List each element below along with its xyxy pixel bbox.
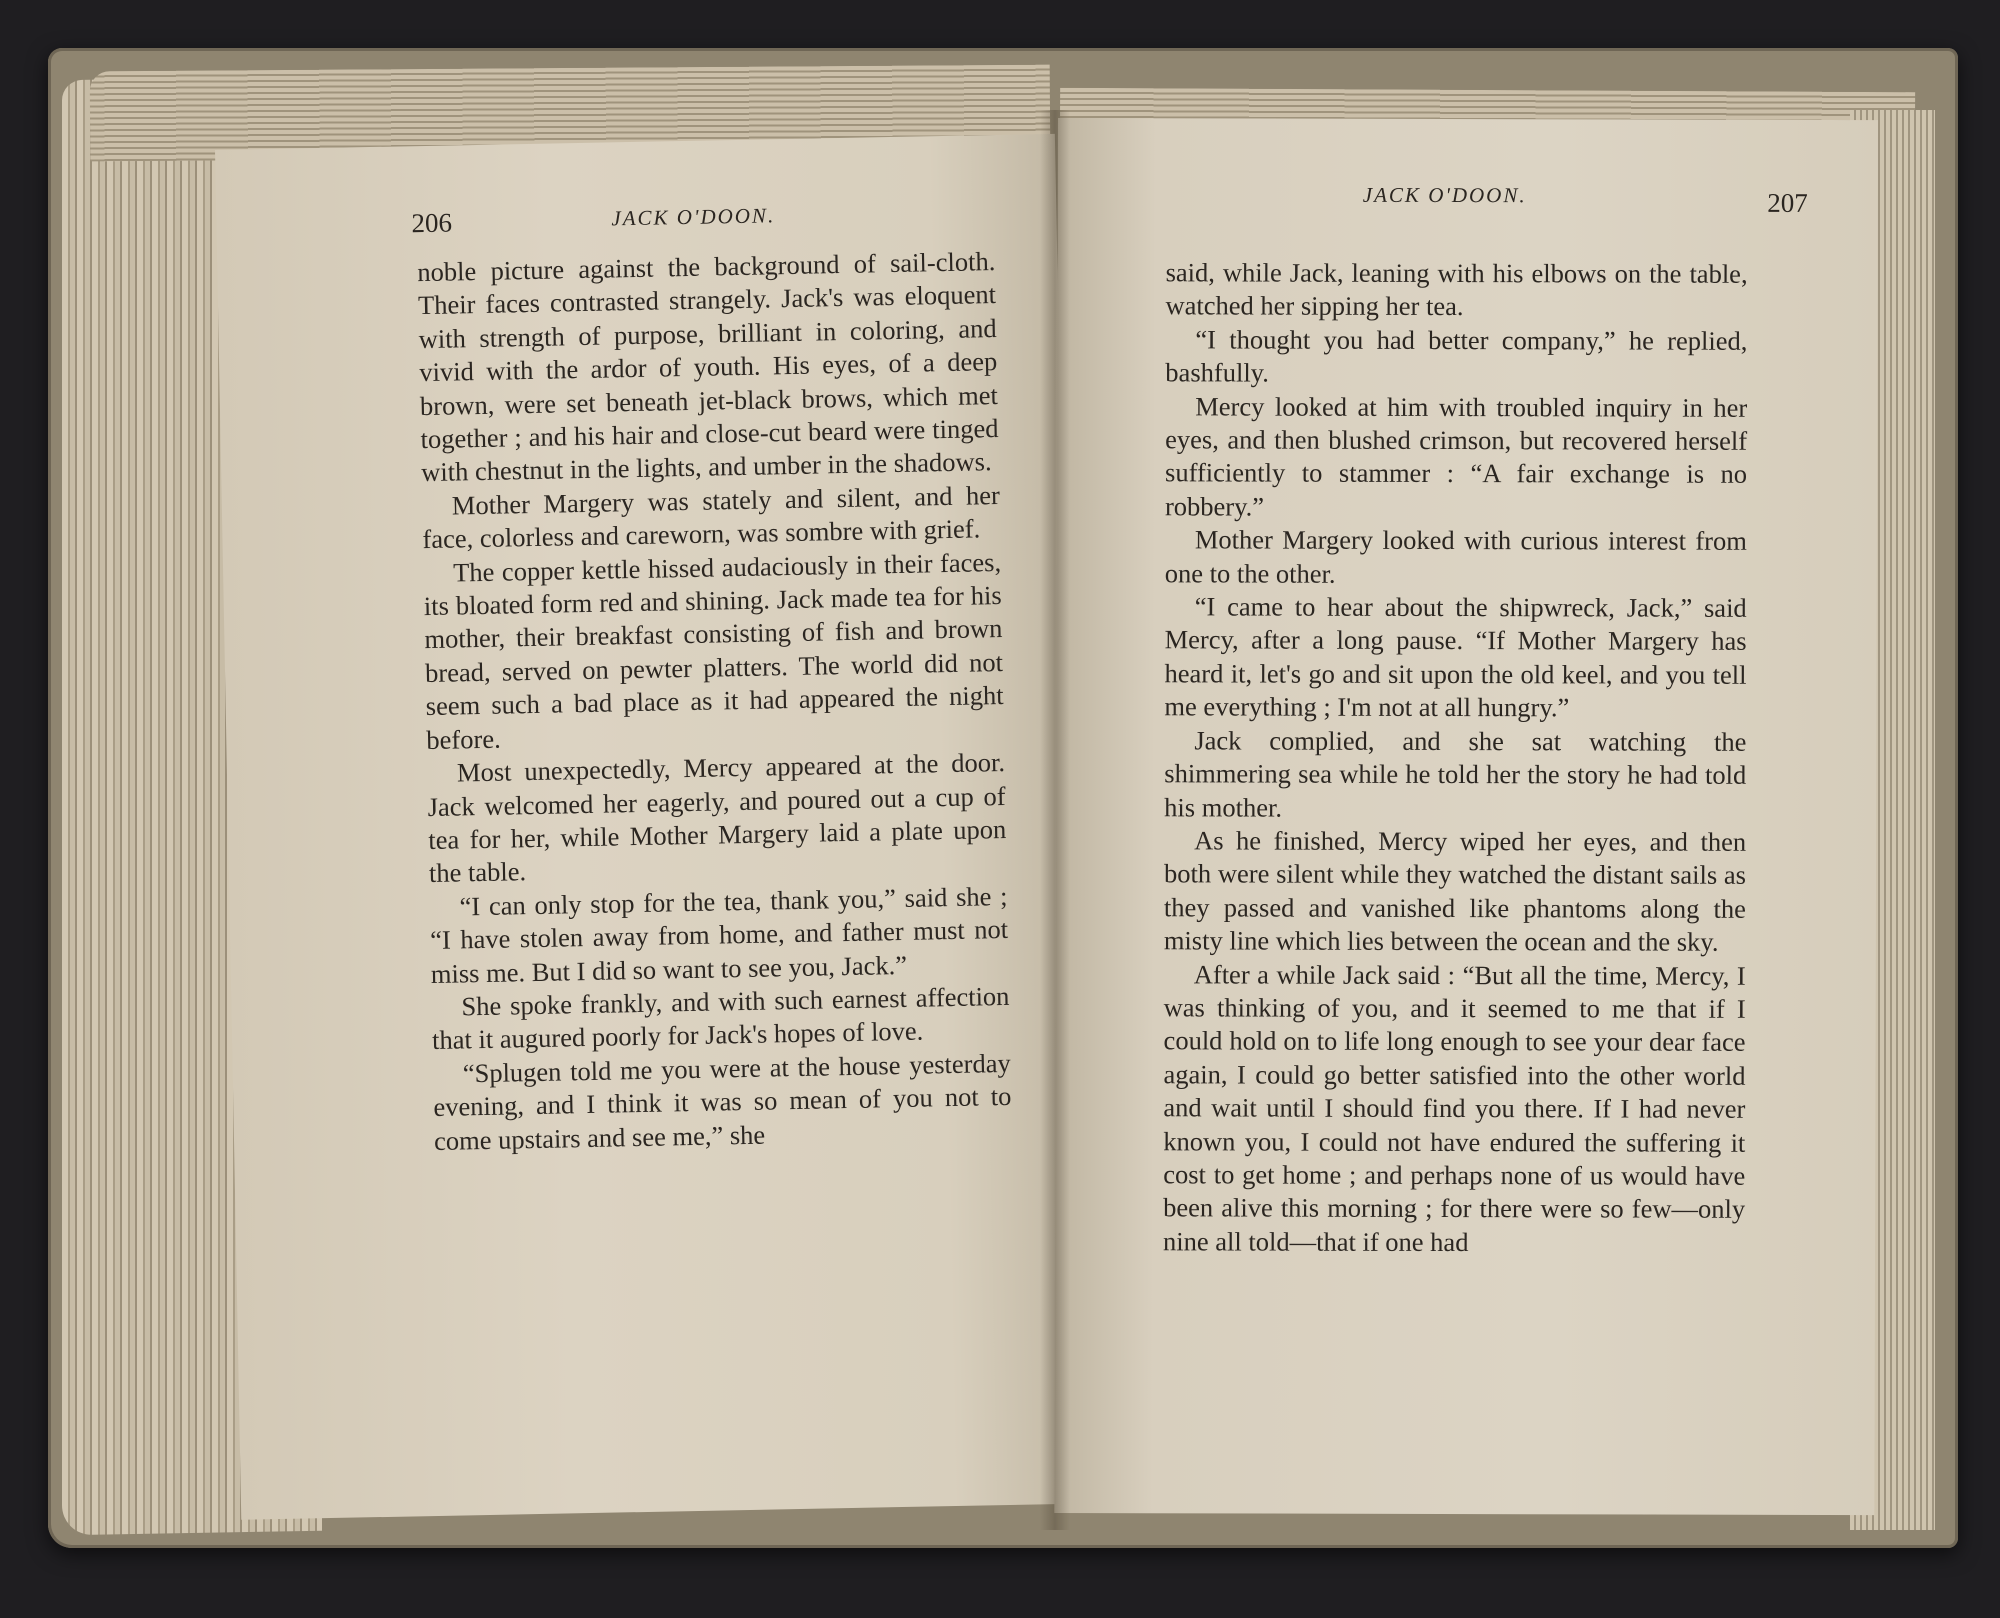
- paragraph: She spoke frankly, and with such earnest affection that it augured poorly for Jack's hopes of love.: [431, 980, 1010, 1056]
- paragraph: Jack complied, and she sat watching the shimmering sea while he told her the story he had told his mother.: [1164, 725, 1747, 823]
- paragraph: noble picture against the background of sail-cloth. Their faces contrasted strangely. Jack's was eloquent with strength of purpose, brilliant in coloring, and vivid with the ardor of youth. His eyes, of a deep brown, were set beneath jet-black brows, which met together ; and his hair and close-cut beard were tinged with chestnut in the lights, and umber in the shadows.: [417, 246, 999, 488]
- running-head-left: JACK O'DOON.: [611, 203, 776, 231]
- paragraph: As he finished, Mercy wiped her eyes, and then both were silent while they watched the distant sails as they passed and vanished like phantoms along the misty line which lies between the ocean and the sky.: [1163, 825, 1747, 957]
- paragraph: Mother Margery looked with curious interest from one to the other.: [1164, 524, 1747, 589]
- left-page-header: [216, 194, 1057, 250]
- paragraph: “I came to hear about the shipwreck, Jack,” said Mercy, after a long pause. “If Mother Margery has heard it, let's go and sit upon the old keel, and you tell me everything ; I'm not at all hungry.”: [1164, 591, 1747, 723]
- paragraph: “I thought you had better company,” he replied, bashfully.: [1165, 324, 1748, 388]
- paragraph: After a while Jack said : “But all the time, Mercy, I was thinking of you, and it seemed to me that if I could hold on to life long enough to see your dear face again, I could go better satisfied into the other world and wait until I should find you there. If I had never known you, I could not have endured the suffering it cost to get home ; and perhaps none of us would have been alive this morning ; for there were so few—only nine all told—that if one had: [1163, 958, 1746, 1257]
- paragraph: The copper kettle hissed audaciously in their faces, its bloated form red and shining. Jack made tea for his mother, their breakfast consisting of fish and brown bread, served on pewter platters. The world did not seem such a bad place as it had appeared the night before.: [423, 546, 1004, 755]
- page-number-right: 207: [1767, 187, 1808, 218]
- paragraph: Most unexpectedly, Mercy appeared at the door. Jack welcomed her eagerly, and poured out a cup of tea for her, while Mother Margery laid a plate upon the table.: [427, 747, 1007, 889]
- paragraph: “Splugen told me you were at the house yesterday evening, and I think it was so mean of you not to come upstairs and see me,” she: [433, 1047, 1012, 1156]
- left-page: [215, 134, 1081, 1520]
- left-page-body: [417, 245, 1012, 1158]
- right-page-body: [1163, 256, 1748, 1260]
- paragraph: said, while Jack, leaning with his elbows on the table, watched her sipping her tea.: [1165, 257, 1748, 322]
- right-page-header: [1058, 178, 1878, 220]
- page-number-left: 206: [411, 207, 453, 239]
- running-head-right: JACK O'DOON.: [1362, 182, 1527, 208]
- book-gutter: [1040, 110, 1070, 1530]
- paragraph: “I can only stop for the tea, thank you,” said she ; “I have stolen away from home, and father must not miss me. But I did so want to see you, Jack.”: [429, 880, 1009, 989]
- paragraph: Mercy looked at him with troubled inquiry in her eyes, and then blushed crimson, but recovered herself sufficiently to stammer : “A fair exchange is no robbery.”: [1164, 390, 1748, 522]
- paragraph: Mother Margery was stately and silent, and her face, colorless and careworn, was sombre with grief.: [422, 479, 1001, 555]
- right-page: [1054, 118, 1878, 1515]
